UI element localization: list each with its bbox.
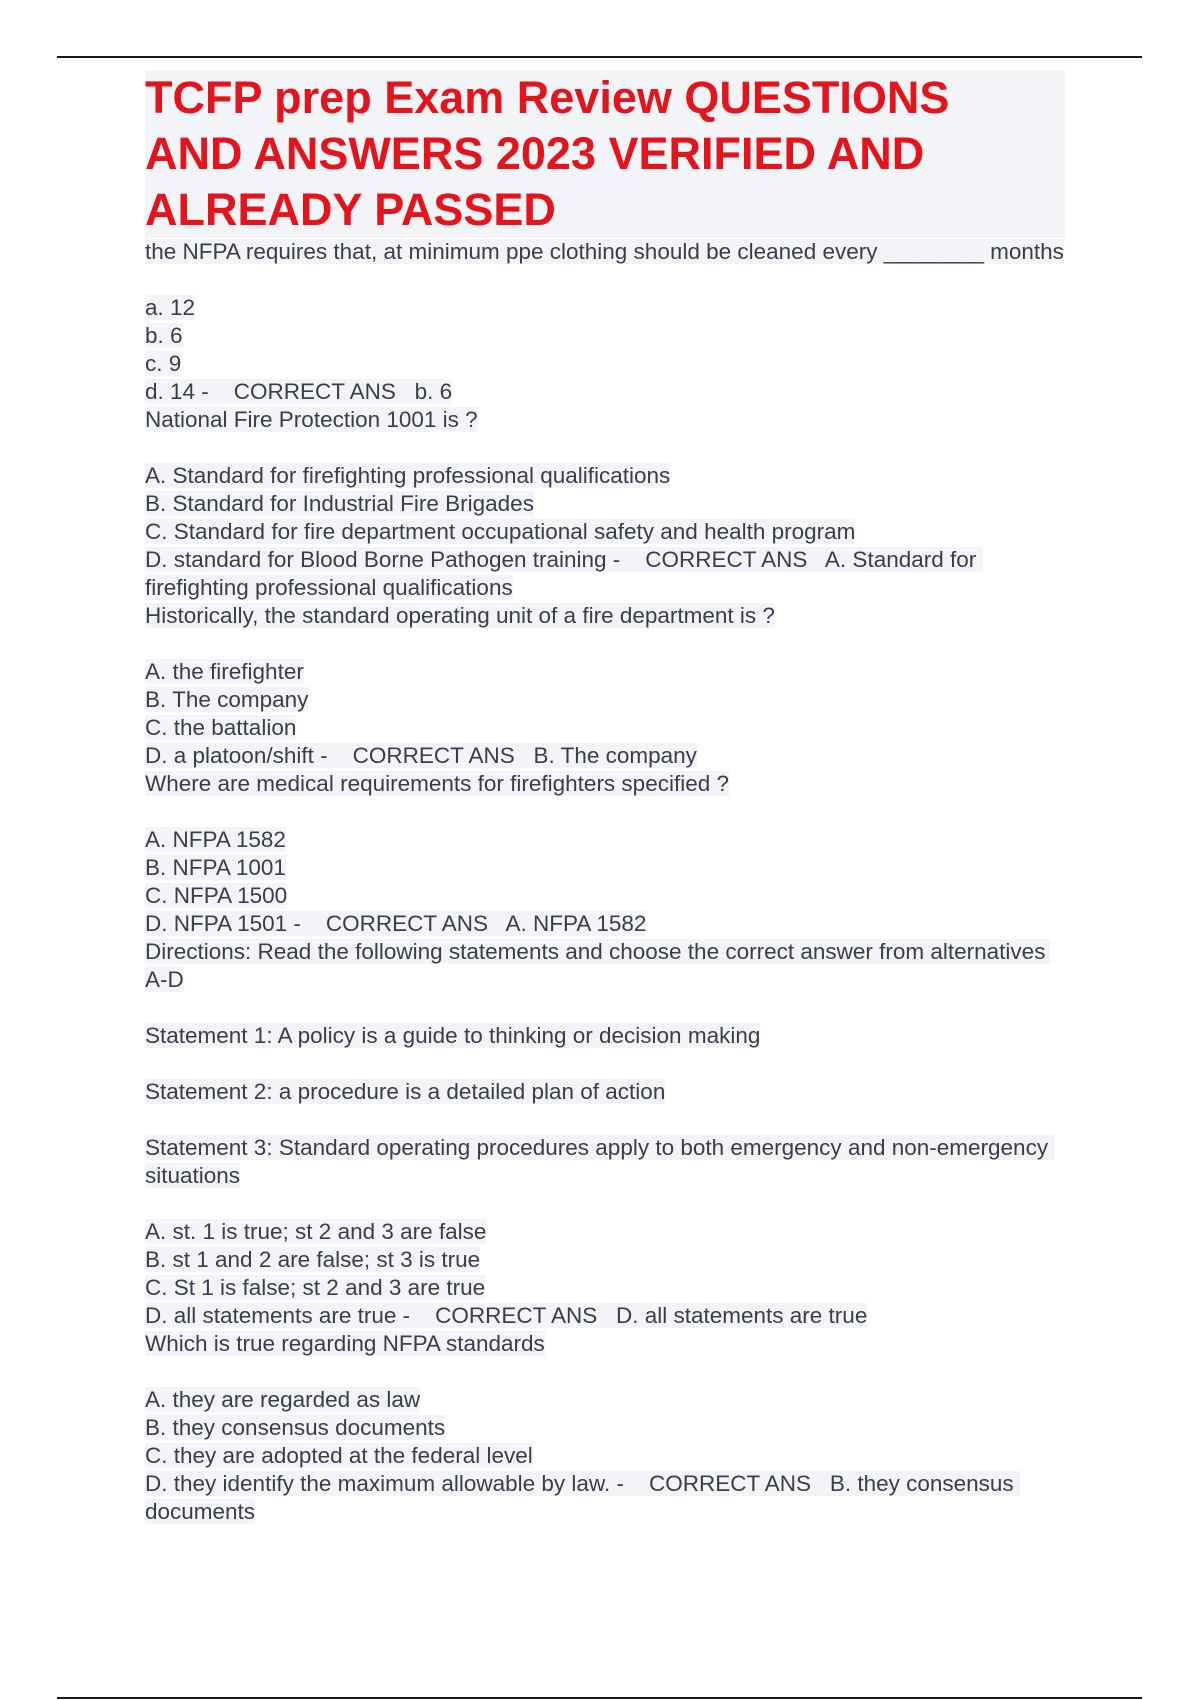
answer-option: C. St 1 is false; st 2 and 3 are true [145,1275,486,1300]
answer-option-with-correct-answer: D. NFPA 1501 - CORRECT ANS A. NFPA 1582 [145,911,647,936]
answer-option: B. NFPA 1001 [145,855,286,880]
answer-option: a. 12 [145,295,196,320]
question-text: Directions: Read the following statements and choose the correct answer from alternatives A-D [145,939,1051,992]
question-text: National Fire Protection 1001 is ? [145,407,478,432]
document-body [145,238,1065,1526]
answer-option: B. The company [145,687,309,712]
question-block-4 [145,770,1065,938]
answer-option: B. they consensus documents [145,1415,446,1440]
answer-option: C. Standard for fire department occupational safety and health program [145,519,856,544]
statement-text: Statement 1: A policy is a guide to thinking or decision making [145,1023,761,1048]
answer-option: b. 6 [145,323,183,348]
answer-option: C. they are adopted at the federal level [145,1443,533,1468]
bottom-rule [57,1697,1142,1699]
answer-option: A. Standard for firefighting professional qualifications [145,463,671,488]
document-page [145,70,1065,1526]
answer-option-with-correct-answer: d. 14 - CORRECT ANS b. 6 [145,379,453,404]
top-rule [57,56,1142,58]
question-text: Historically, the standard operating unit of a fire department is ? [145,603,775,628]
answer-option: A. the firefighter [145,659,304,684]
question-text: Where are medical requirements for firefighters specified ? [145,771,730,796]
question-block-3 [145,602,1065,770]
question-block-2 [145,406,1065,602]
answer-option: C. the battalion [145,715,297,740]
statement-text: Statement 2: a procedure is a detailed plan of action [145,1079,666,1104]
answer-option: C. NFPA 1500 [145,883,288,908]
question-block-6 [145,1330,1065,1526]
answer-option: B. st 1 and 2 are false; st 3 is true [145,1247,481,1272]
answer-option: A. they are regarded as law [145,1387,421,1412]
answer-option-with-correct-answer: D. a platoon/shift - CORRECT ANS B. The company [145,743,697,768]
answer-option-with-correct-answer: D. standard for Blood Borne Pathogen training - CORRECT ANS A. Standard for firefighting professional qualifications [145,547,983,600]
document-title: TCFP prep Exam Review QUESTIONS AND ANSWERS 2023 VERIFIED AND ALREADY PASSED [145,70,1065,238]
question-block-1 [145,238,1065,406]
answer-option-with-correct-answer: D. all statements are true - CORRECT ANS D. all statements are true [145,1303,868,1328]
answer-option: B. Standard for Industrial Fire Brigades [145,491,534,516]
question-block-5 [145,938,1065,1330]
question-text: Which is true regarding NFPA standards [145,1331,545,1356]
answer-option-with-correct-answer: D. they identify the maximum allowable by law. - CORRECT ANS B. they consensus documents [145,1471,1020,1524]
answer-option: A. NFPA 1582 [145,827,286,852]
question-text: the NFPA requires that, at minimum ppe clothing should be cleaned every ________ months [145,239,1064,264]
statement-text: Statement 3: Standard operating procedures apply to both emergency and non-emergency situations [145,1135,1055,1188]
answer-option: c. 9 [145,351,182,376]
answer-option: A. st. 1 is true; st 2 and 3 are false [145,1219,487,1244]
